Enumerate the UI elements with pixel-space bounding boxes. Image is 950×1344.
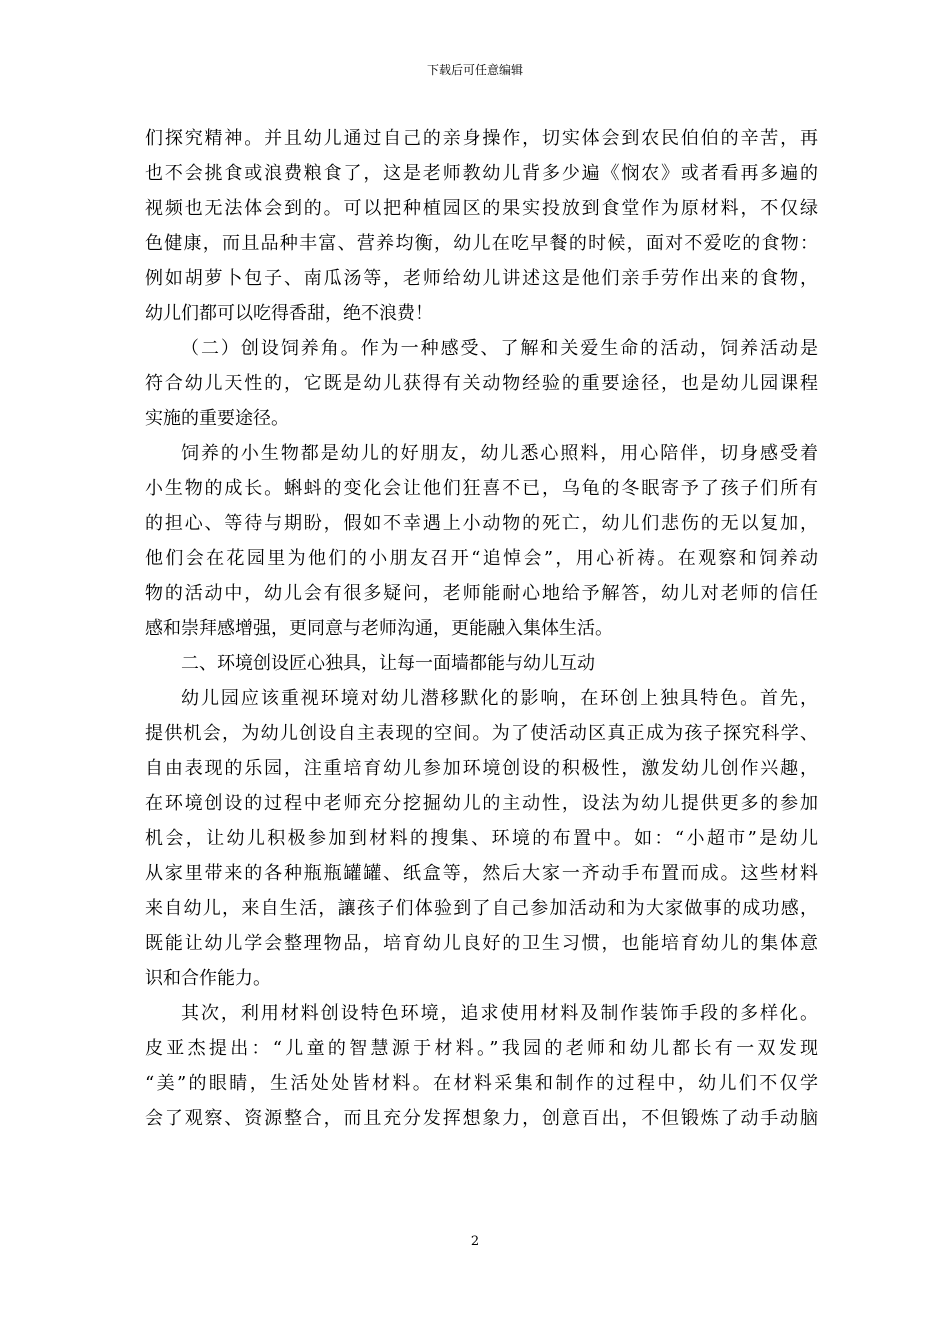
text-line: （二）创设饲养角。作为一种感受、了解和关爱生命的活动，饲养活动是	[181, 338, 818, 359]
text-line: 感和崇拜感增强，更同意与老师沟通，更能融入集体生活。	[145, 618, 613, 639]
text-line: 皮亚杰提出：“儿童的智慧源于材料。”我园的老师和幼儿都长有一双发现	[145, 1038, 818, 1059]
text-line: 幼儿们都可以吃得香甜，绝不浪费！	[145, 303, 433, 324]
text-line: 色健康，而且品种丰富、营养均衡，幼儿在吃早餐的时候，面对不爱吃的食物：	[145, 233, 818, 254]
body-text	[145, 121, 818, 1136]
text-line: 机会，让幼儿积极参加到材料的搜集、环境的布置中。如：“小超市”是幼儿	[145, 828, 818, 849]
text-line: 的担心、等待与期盼，假如不幸遇上小动物的死亡，幼儿们悲伤的无以复加，	[145, 513, 818, 534]
text-line: 从家里带来的各种瓶瓶罐罐、纸盒等，然后大家一齐动手布置而成。这些材料	[145, 863, 818, 884]
text-line: 幼儿园应该重视环境对幼儿潜移默化的影响，在环创上独具特色。首先，	[181, 688, 818, 709]
text-line: 视频也无法体会到的。可以把种植园区的果实投放到食堂作为原材料，不仅绿	[145, 198, 818, 219]
text-line: “美”的眼睛，生活处处皆材料。在材料采集和制作的过程中，幼儿们不仅学	[145, 1073, 818, 1094]
text-line: 在环境创设的过程中老师充分挖掘幼儿的主动性，设法为幼儿提供更多的参加	[145, 793, 818, 814]
text-line: 实施的重要途径。	[145, 408, 289, 429]
text-line: 提供机会，为幼儿创设自主表现的空间。为了使活动区真正成为孩子探究科学、	[145, 723, 818, 744]
text-line: 也不会挑食或浪费粮食了，这是老师教幼儿背多少遍《悯农》或者看再多遍的	[145, 163, 818, 184]
text-line: 物的活动中，幼儿会有很多疑问，老师能耐心地给予解答，幼儿对老师的信任	[145, 583, 818, 604]
text-line: 们探究精神。并且幼儿通过自己的亲身操作，切实体会到农民伯伯的辛苦，再	[145, 128, 818, 149]
text-line: 他们会在花园里为他们的小朋友召开“追悼会”，用心祈祷。在观察和饲养动	[145, 548, 818, 569]
text-line: 既能让幼儿学会整理物品，培育幼儿良好的卫生习惯，也能培育幼儿的集体意	[145, 933, 818, 954]
page-header: 下载后可任意编辑	[426, 63, 523, 77]
text-line: 其次，利用材料创设特色环境，追求使用材料及制作装饰手段的多样化。	[181, 1003, 818, 1024]
text-line: 饲养的小生物都是幼儿的好朋友，幼儿悉心照料，用心陪伴，切身感受着	[181, 443, 818, 464]
text-line: 会了观察、资源整合，而且充分发挥想象力，创意百出，不但锻炼了动手动脑	[145, 1108, 818, 1129]
page-number: 2	[470, 1234, 480, 1249]
text-line: 例如胡萝卜包子、南瓜汤等，老师给幼儿讲述这是他们亲手劳作出来的食物，	[145, 268, 818, 289]
text-line: 识和合作能力。	[145, 968, 271, 989]
section-heading: 二、环境创设匠心独具，让每一面墙都能与幼儿互动	[181, 653, 595, 674]
text-line: 来自幼儿，来自生活，讓孩子们体验到了自己参加活动和为大家做事的成功感，	[145, 898, 818, 919]
text-line: 小生物的成长。蝌蚪的变化会让他们狂喜不已，乌龟的冬眠寄予了孩子们所有	[145, 478, 818, 499]
text-line: 符合幼儿天性的，它既是幼儿获得有关动物经验的重要途径，也是幼儿园课程	[145, 373, 818, 394]
text-line: 自由表现的乐园，注重培育幼儿参加环境创设的积极性，激发幼儿创作兴趣，	[145, 758, 818, 779]
